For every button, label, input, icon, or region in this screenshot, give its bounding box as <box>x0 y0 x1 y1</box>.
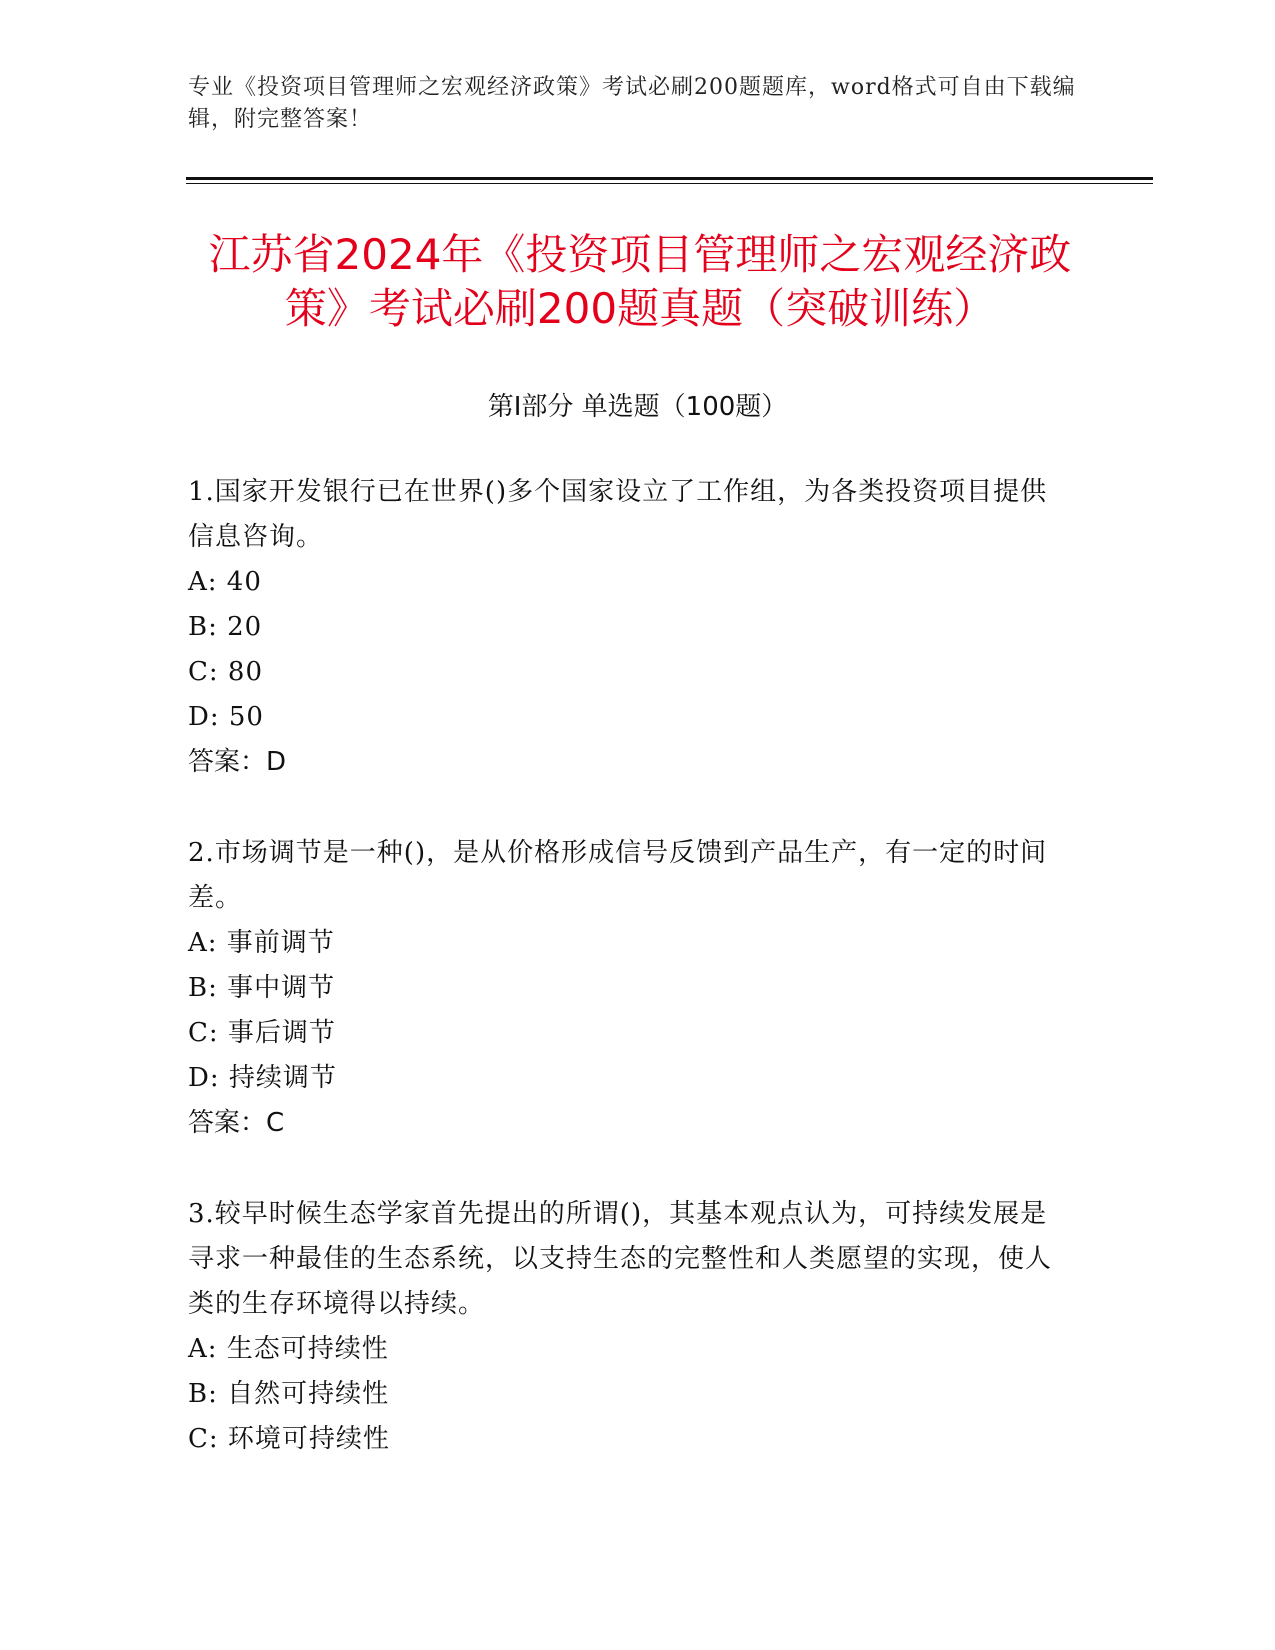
question-2 <box>188 831 1068 1146</box>
header-rule-thick <box>186 177 1153 180</box>
question-stem: 3.较早时候生态学家首先提出的所谓()，其基本观点认为，可持续发展是寻求一种最佳的生态系统，以支持生态的完整性和人类愿望的实现，使人类的生存环境得以持续。 <box>188 1199 1053 1319</box>
question-list <box>188 470 1068 1508</box>
section-title: 第I部分 单选题（100题） <box>487 392 788 422</box>
option-a: A: 生态可持续性 <box>188 1334 389 1364</box>
option-b: B: 事中调节 <box>188 973 336 1003</box>
option-c: C: 环境可持续性 <box>188 1424 390 1454</box>
answer-line: 答案：C <box>188 1108 285 1138</box>
option-b: B: 自然可持续性 <box>188 1379 390 1409</box>
option-b: B: 20 <box>188 612 263 642</box>
header-note: 专业《投资项目管理师之宏观经济政策》考试必刷200题题库，word格式可自由下载编辑，附完整答案！ <box>188 75 1076 132</box>
question-3 <box>188 1192 1068 1462</box>
answer-line: 答案：D <box>188 747 287 777</box>
option-d: D: 50 <box>188 702 264 732</box>
option-c: C: 事后调节 <box>188 1018 336 1048</box>
question-1 <box>188 470 1068 785</box>
option-a: A: 事前调节 <box>188 928 335 958</box>
option-d: D: 持续调节 <box>188 1063 337 1093</box>
option-c: C: 80 <box>188 657 264 687</box>
question-stem: 2.市场调节是一种()，是从价格形成信号反馈到产品生产，有一定的时间差。 <box>188 838 1048 913</box>
document-title: 江苏省2024年《投资项目管理师之宏观经济政策》考试必刷200题真题（突破训练） <box>208 230 1072 333</box>
question-stem: 1.国家开发银行已在世界()多个国家设立了工作组，为各类投资项目提供信息咨询。 <box>188 477 1048 552</box>
option-a: A: 40 <box>188 567 262 597</box>
header-rule-thin <box>186 183 1153 184</box>
